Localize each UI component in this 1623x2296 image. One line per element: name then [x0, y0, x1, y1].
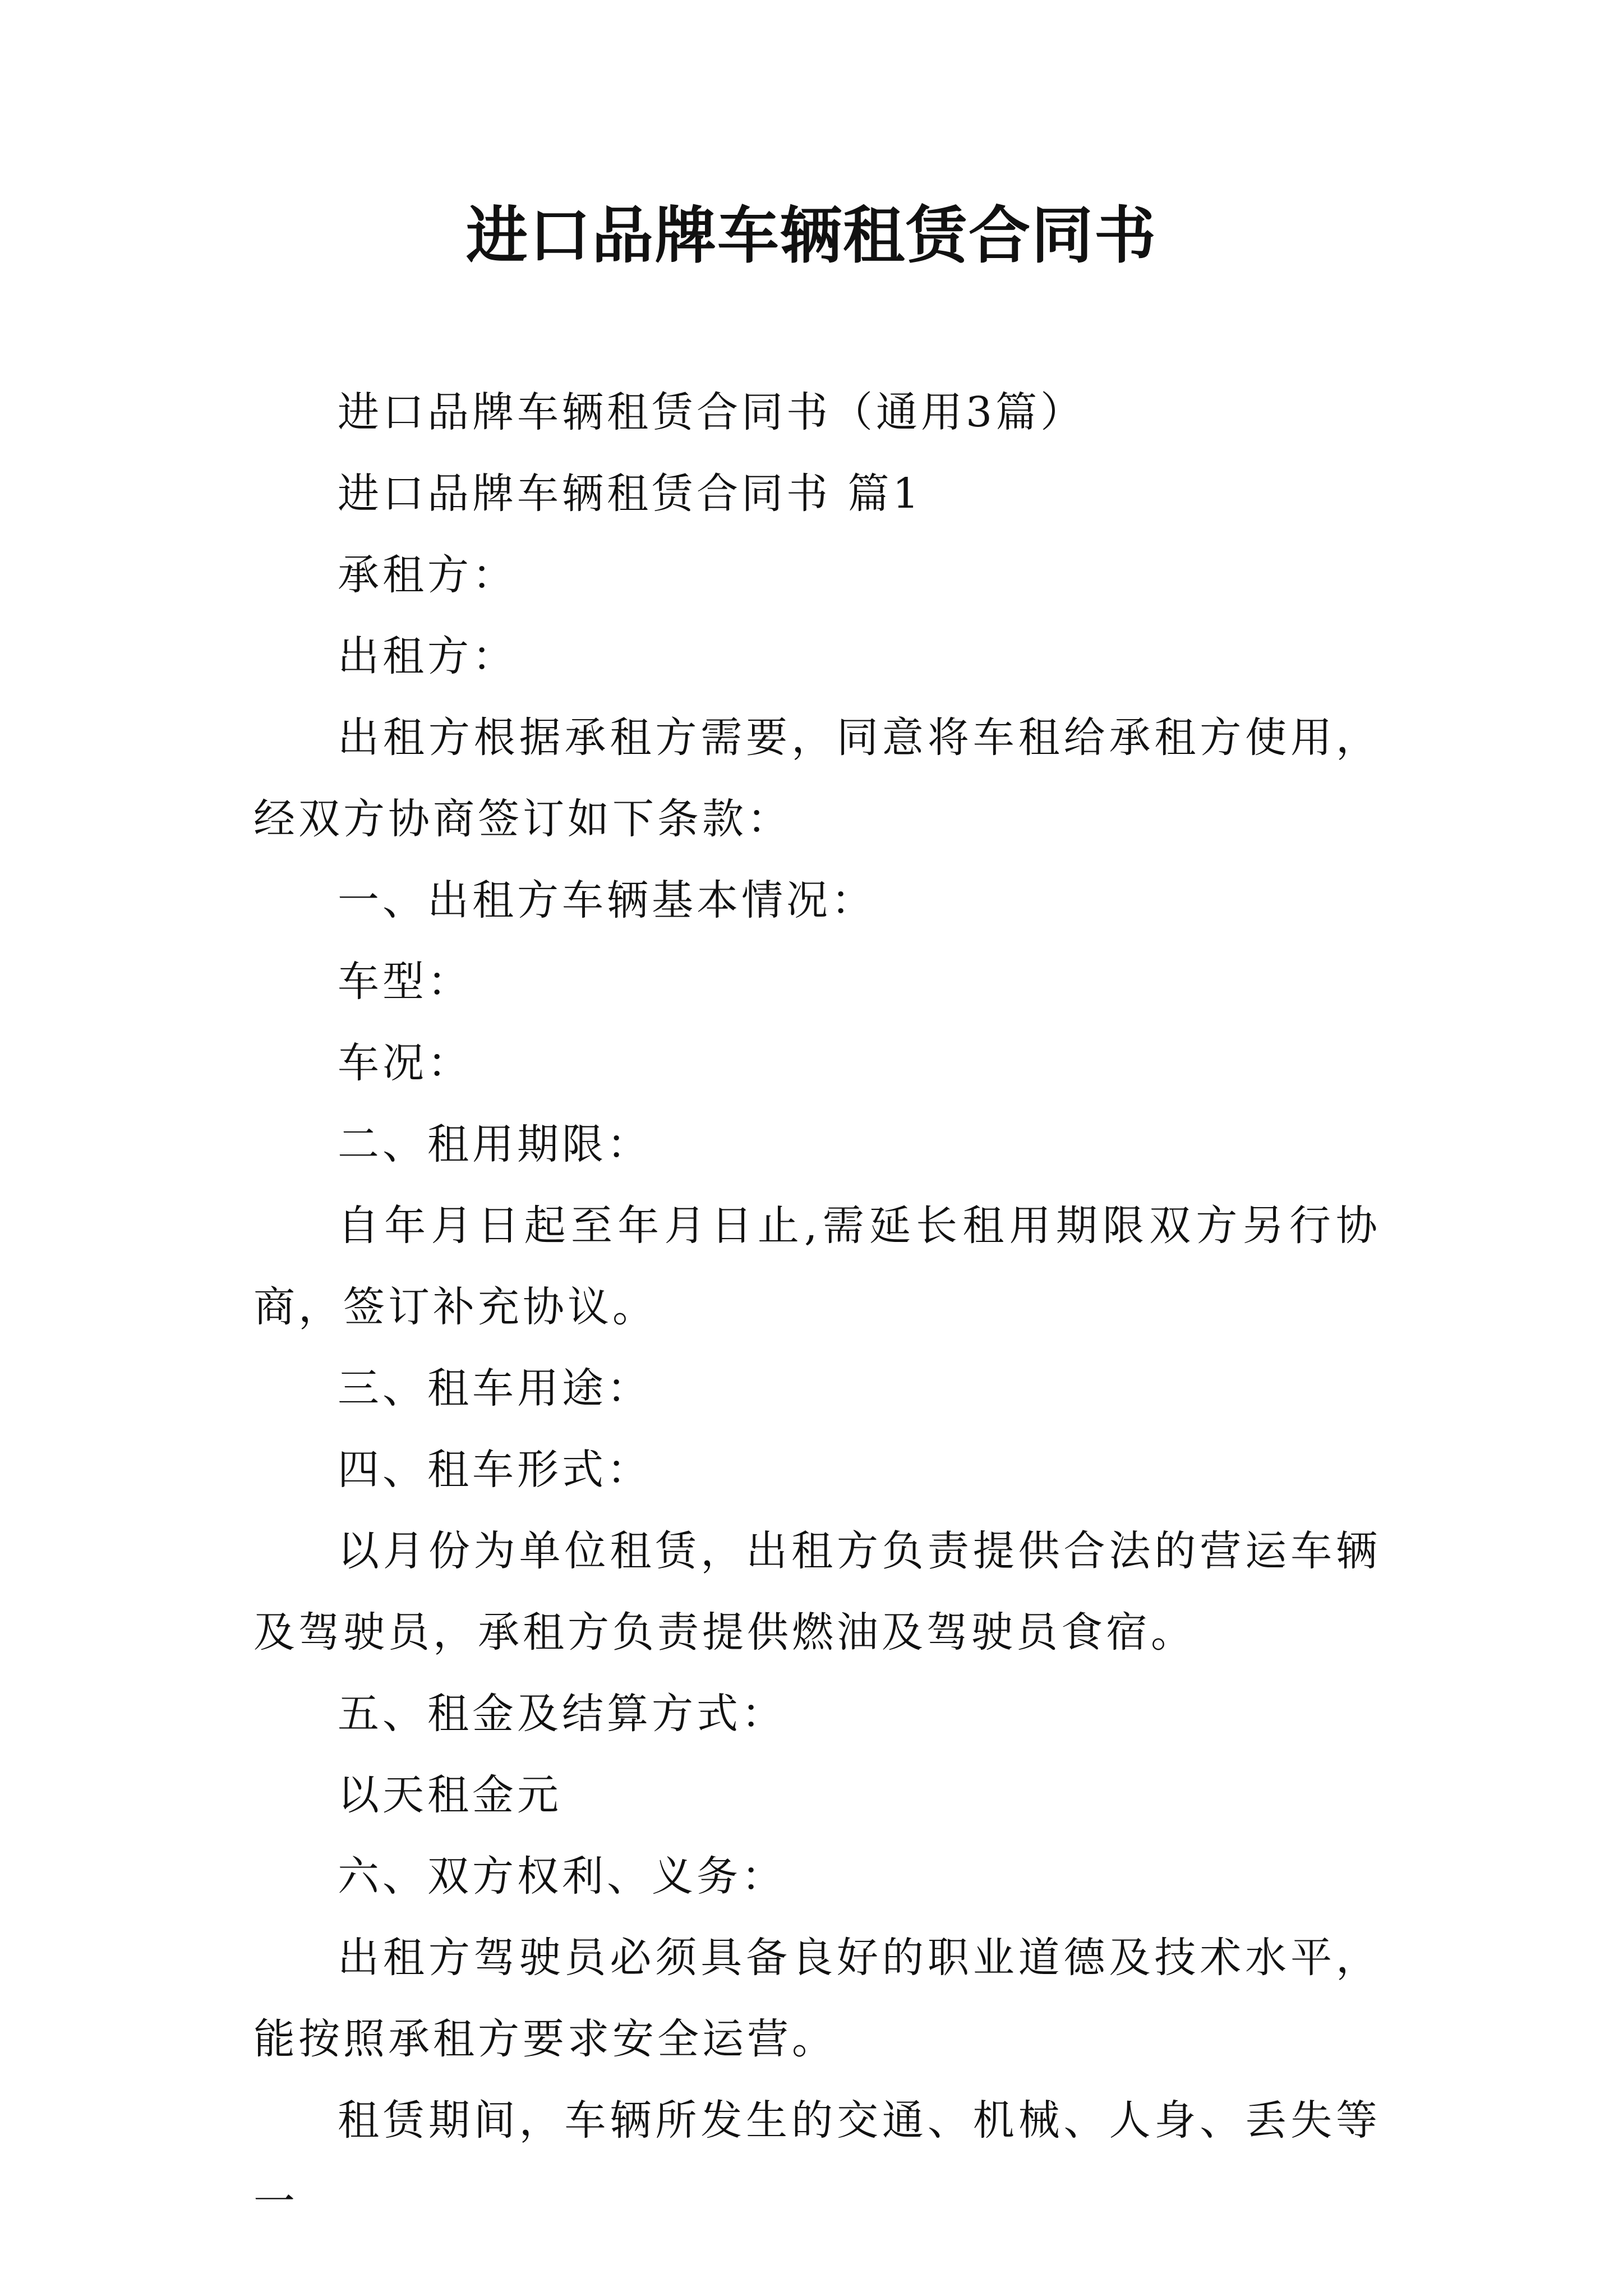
document-title: 进口品牌车辆租赁合同书 [466, 200, 1157, 272]
paragraph-clause-3-heading: 三、租车用途： [338, 1364, 652, 1412]
paragraph-clause-2-heading: 二、租用期限： [338, 1120, 652, 1168]
paragraph-subtitle: 进口品牌车辆租赁合同书（通用3篇） [338, 388, 1086, 436]
paragraph-section-heading: 进口品牌车辆租赁合同书 篇1 [338, 470, 923, 518]
paragraph-clause-6-heading: 六、双方权利、义务： [338, 1852, 786, 1901]
paragraph-vehicle-model: 车型： [338, 958, 472, 1006]
paragraph-lessee: 承租方： [338, 551, 517, 599]
paragraph-clause-1-heading: 一、出租方车辆基本情况： [338, 876, 876, 924]
paragraph-lessor: 出租方： [338, 632, 517, 680]
paragraph-vehicle-condition: 车况： [338, 1039, 472, 1087]
paragraph-rental-form: 以月份为单位租赁，出租方负责提供合法的营运车辆及驾驶员，承租方负责提供燃油及驾驶员食宿。 [253, 1527, 1381, 1657]
paragraph-lease-term: 自年月日起至年月日止,需延长租用期限双方另行协商，签订补充协议。 [253, 1202, 1381, 1331]
document-body [253, 372, 1381, 2243]
paragraph-driver-requirements: 出租方驾驶员必须具备良好的职业道德及技术水平，能按照承租方要求安全运营。 [253, 1934, 1381, 2063]
paragraph-clause-5-heading: 五、租金及结算方式： [338, 1690, 786, 1738]
paragraph-daily-rent: 以天租金元 [338, 1771, 562, 1819]
paragraph-clause-4-heading: 四、租车形式： [338, 1446, 652, 1494]
paragraph-lease-period-liability: 租赁期间，车辆所发生的交通、机械、人身、丢失等一 [253, 2096, 1381, 2226]
paragraph-preamble: 出租方根据承租方需要，同意将车租给承租方使用，经双方协商签订如下条款： [253, 714, 1381, 843]
